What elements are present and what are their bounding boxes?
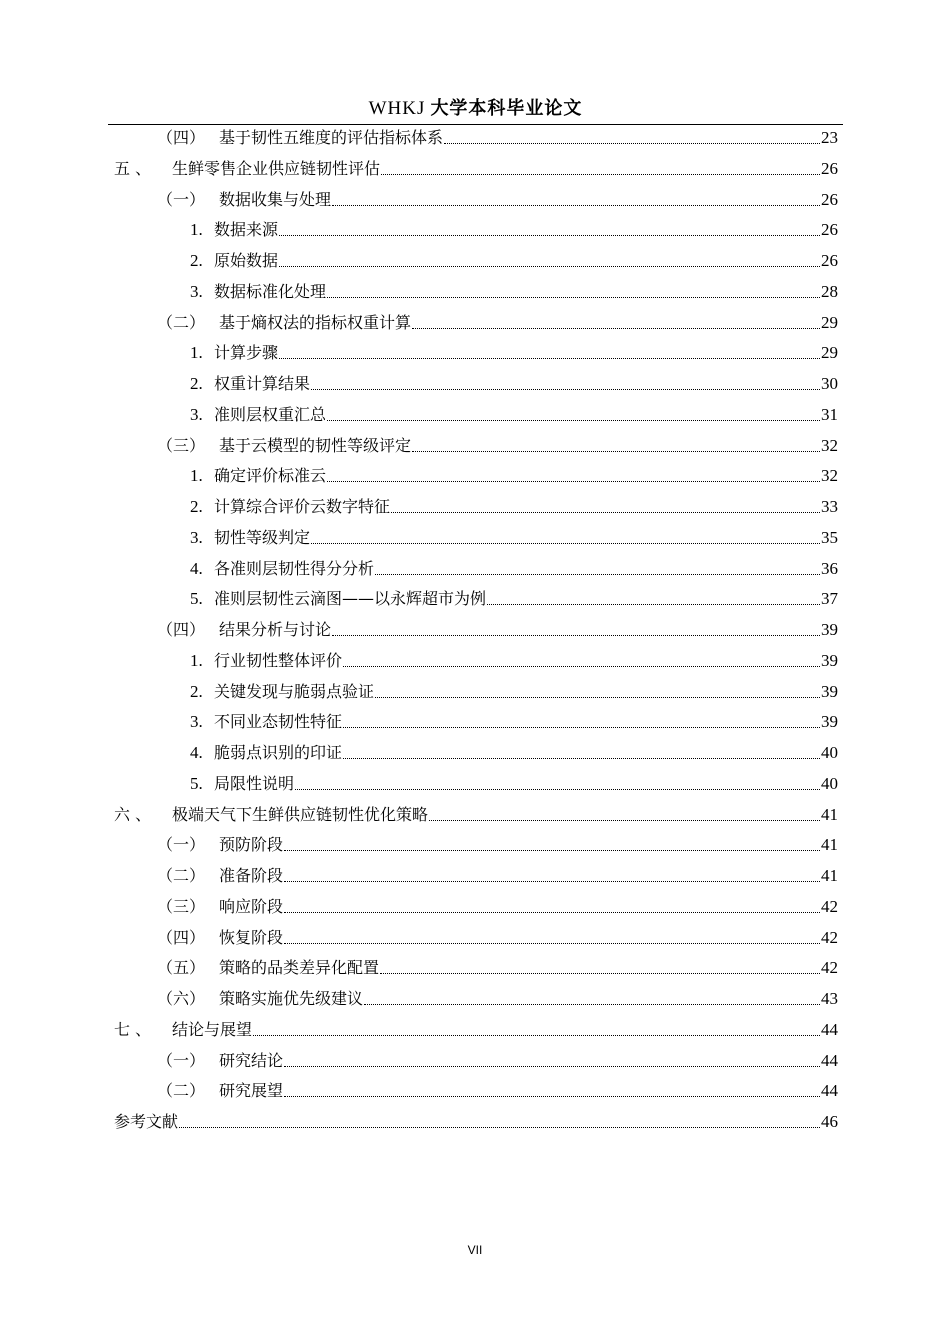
toc-entry-number: 2. [190,251,203,270]
toc-entry-number: （二） [157,866,206,885]
toc-dot-leader [311,389,820,390]
toc-entry-number: （二） [157,1081,206,1101]
toc-entry-page: 40 [821,773,838,793]
toc-dot-leader [444,143,820,144]
toc-entry-page: 29 [821,343,838,363]
toc-entry-number: （一） [157,835,206,855]
toc-entry-number: 六 、 [114,804,152,824]
toc-entry-page: 43 [821,989,838,1008]
toc-entry-page: 39 [821,712,838,732]
toc-dot-leader [412,328,820,329]
toc-dot-leader [332,205,820,206]
toc-entry-number: （三） [157,896,206,916]
toc-entry-number: 3. [190,527,203,547]
toc-entry[interactable] [114,1109,838,1133]
toc-entry[interactable] [190,279,838,303]
toc-entry-title: 准则层韧性云滴图——以永辉超市为例 [214,589,487,609]
toc-entry-number: 1. [190,343,203,363]
toc-dot-leader [429,820,820,821]
toc-entry-number: 3. [190,281,203,301]
toc-entry[interactable] [157,955,838,979]
toc-dot-leader [487,604,820,605]
toc-entry[interactable] [114,156,838,180]
toc-dot-leader [375,574,820,575]
toc-dot-leader [284,1066,820,1067]
toc-entry-page: 29 [821,312,838,332]
toc-entry-page: 42 [821,896,838,916]
toc-entry[interactable] [190,679,838,703]
toc-entry-title: 策略的品类差异化配置 [219,958,380,978]
toc-dot-leader [284,1096,820,1097]
toc-entry-title: 基于熵权法的指标权重计算 [219,312,412,332]
toc-entry-page: 41 [821,804,838,824]
toc-entry-number: （二） [157,312,206,332]
toc-entry-title: 极端天气下生鲜供应链韧性优化策略 [172,804,429,824]
toc-dot-leader [343,666,820,667]
toc-entry-page: 23 [821,128,838,147]
toc-entry-number: 1. [190,220,203,240]
toc-entry-title: 研究结论 [219,1050,284,1070]
toc-entry-page: 32 [821,435,838,455]
toc-entry-page: 37 [821,589,838,609]
toc-entry-page: 39 [821,681,838,701]
toc-dot-leader [380,973,820,974]
toc-entry-number: 5. [190,589,203,609]
toc-entry-title: 研究展望 [219,1081,284,1101]
toc-entry[interactable] [190,402,838,426]
toc-entry[interactable] [190,740,838,764]
toc-dot-leader [327,297,820,298]
toc-entry-title: 准备阶段 [219,866,284,885]
toc-entry[interactable] [157,925,838,949]
toc-entry[interactable] [190,340,838,364]
toc-entry-title: 计算综合评价云数字特征 [214,497,391,516]
toc-entry-page: 39 [821,620,838,639]
toc-entry[interactable] [190,371,838,395]
toc-dot-leader [375,697,820,698]
header-title: 大学本科毕业论文 [430,98,583,119]
toc-entry-page: 30 [821,374,838,393]
toc-entry-number: 七 、 [114,1019,152,1039]
toc-entry-page: 39 [821,650,838,670]
toc-entry[interactable] [157,617,838,641]
toc-entry-title: 数据收集与处理 [219,189,332,209]
toc-entry-number: （四） [157,927,206,947]
toc-entry[interactable] [190,494,838,518]
toc-entry-title: 各准则层韧性得分分析 [214,558,375,578]
toc-entry-page: 26 [821,220,838,240]
toc-entry[interactable] [190,709,838,733]
toc-entry-page: 42 [821,927,838,947]
toc-entry-page: 26 [821,189,838,209]
toc-dot-leader [179,1127,820,1128]
toc-entry[interactable] [114,1017,838,1041]
toc-entry[interactable] [157,1078,838,1102]
toc-entry-number: （四） [157,620,206,639]
toc-dot-leader [381,174,820,175]
toc-entry-title: 数据来源 [214,220,279,240]
toc-entry[interactable] [157,894,838,918]
toc-entry-title: 准则层权重汇总 [214,404,327,424]
page-number: VII [467,1243,483,1257]
toc-entry-title: 响应阶段 [219,896,284,916]
toc-dot-leader [279,266,820,267]
toc-entry[interactable] [157,863,838,887]
toc-entry-title: 局限性说明 [214,773,295,793]
toc-entry-title: 参考文献 [114,1112,179,1131]
toc-entry-number: 4. [190,743,203,762]
toc-entry-number: 2. [190,497,203,516]
toc-entry[interactable] [190,525,838,549]
toc-entry-number: （一） [157,1050,206,1070]
page-header [108,96,843,125]
toc-entry-number: 1. [190,650,203,670]
toc-entry-title: 策略实施优先级建议 [219,989,364,1008]
header-latin: WHKJ [368,98,426,119]
toc-entry-number: 1. [190,466,203,486]
toc-entry-page: 44 [821,1081,838,1101]
toc-entry-page: 44 [821,1050,838,1070]
toc-entry[interactable] [190,771,838,795]
toc-entry-number: 3. [190,712,203,732]
toc-entry-number: （一） [157,189,206,209]
toc-entry[interactable] [157,125,838,149]
toc-entry-page: 46 [821,1112,838,1131]
toc-entry[interactable] [157,832,838,856]
toc-entry-title: 原始数据 [214,251,279,270]
toc-entry[interactable] [190,586,838,610]
toc-entry-page: 41 [821,866,838,885]
toc-dot-leader [391,512,820,513]
toc-entry-title: 结论与展望 [172,1019,253,1039]
toc-dot-leader [327,420,820,421]
toc-dot-leader [284,850,820,851]
toc-dot-leader [412,451,820,452]
toc-entry-title: 关键发现与脆弱点验证 [214,681,375,701]
toc-entry[interactable] [190,463,838,487]
toc-entry[interactable] [114,802,838,826]
toc-entry[interactable] [157,1048,838,1072]
toc-entry-number: （六） [157,989,206,1008]
toc-entry-number: 2. [190,681,203,701]
toc-entry-title: 基于韧性五维度的评估指标体系 [219,128,444,147]
toc-entry[interactable] [157,986,838,1010]
toc-entry-page: 31 [821,404,838,424]
toc-entry-number: 五 、 [114,158,152,178]
toc-entry-page: 28 [821,281,838,301]
toc-entry-number: （四） [157,128,206,147]
toc-entry-title: 计算步骤 [214,343,279,363]
toc-entry-page: 36 [821,558,838,578]
toc-dot-leader [284,881,820,882]
toc-entry-title: 结果分析与讨论 [219,620,332,639]
toc-entry-title: 数据标准化处理 [214,281,327,301]
toc-entry[interactable] [190,556,838,580]
toc-entry[interactable] [157,187,838,211]
toc-entry[interactable] [190,248,838,272]
toc-entry-page: 42 [821,958,838,978]
toc-entry-page: 40 [821,743,838,762]
toc-dot-leader [332,635,820,636]
toc-entry-title: 预防阶段 [219,835,284,855]
toc-entry-title: 生鲜零售企业供应链韧性评估 [172,158,381,178]
toc-dot-leader [279,358,820,359]
toc-entry[interactable] [190,648,838,672]
toc-entry-page: 35 [821,527,838,547]
toc-entry-title: 脆弱点识别的印证 [214,743,343,762]
toc-entry[interactable] [157,433,838,457]
toc-entry-title: 权重计算结果 [214,374,311,393]
toc-dot-leader [311,543,820,544]
toc-entry-page: 26 [821,158,838,178]
toc-entry-title: 韧性等级判定 [214,527,311,547]
toc-dot-leader [327,481,820,482]
toc-entry-page: 26 [821,251,838,270]
toc-dot-leader [364,1004,820,1005]
toc-entry-page: 33 [821,497,838,516]
toc-entry-number: （三） [157,435,206,455]
toc-dot-leader [279,235,820,236]
toc-entry-number: 3. [190,404,203,424]
toc-entry[interactable] [190,217,838,241]
toc-entry-number: 2. [190,374,203,393]
toc-dot-leader [284,943,820,944]
toc-dot-leader [343,727,820,728]
toc-entry-number: 4. [190,558,203,578]
toc-dot-leader [284,912,820,913]
toc-dot-leader [253,1035,820,1036]
toc-entry-page: 32 [821,466,838,486]
toc-entry-page: 41 [821,835,838,855]
toc-entry-page: 44 [821,1019,838,1039]
toc-dot-leader [343,758,820,759]
toc-entry-number: （五） [157,958,206,978]
toc-entry-title: 恢复阶段 [219,927,284,947]
toc-entry-title: 确定评价标准云 [214,466,327,486]
toc-dot-leader [295,789,820,790]
toc-entry-title: 基于云模型的韧性等级评定 [219,435,412,455]
toc-entry-title: 不同业态韧性特征 [214,712,343,732]
toc-entry-title: 行业韧性整体评价 [214,650,343,670]
toc-entry[interactable] [157,310,838,334]
toc-entry-number: 5. [190,773,203,793]
